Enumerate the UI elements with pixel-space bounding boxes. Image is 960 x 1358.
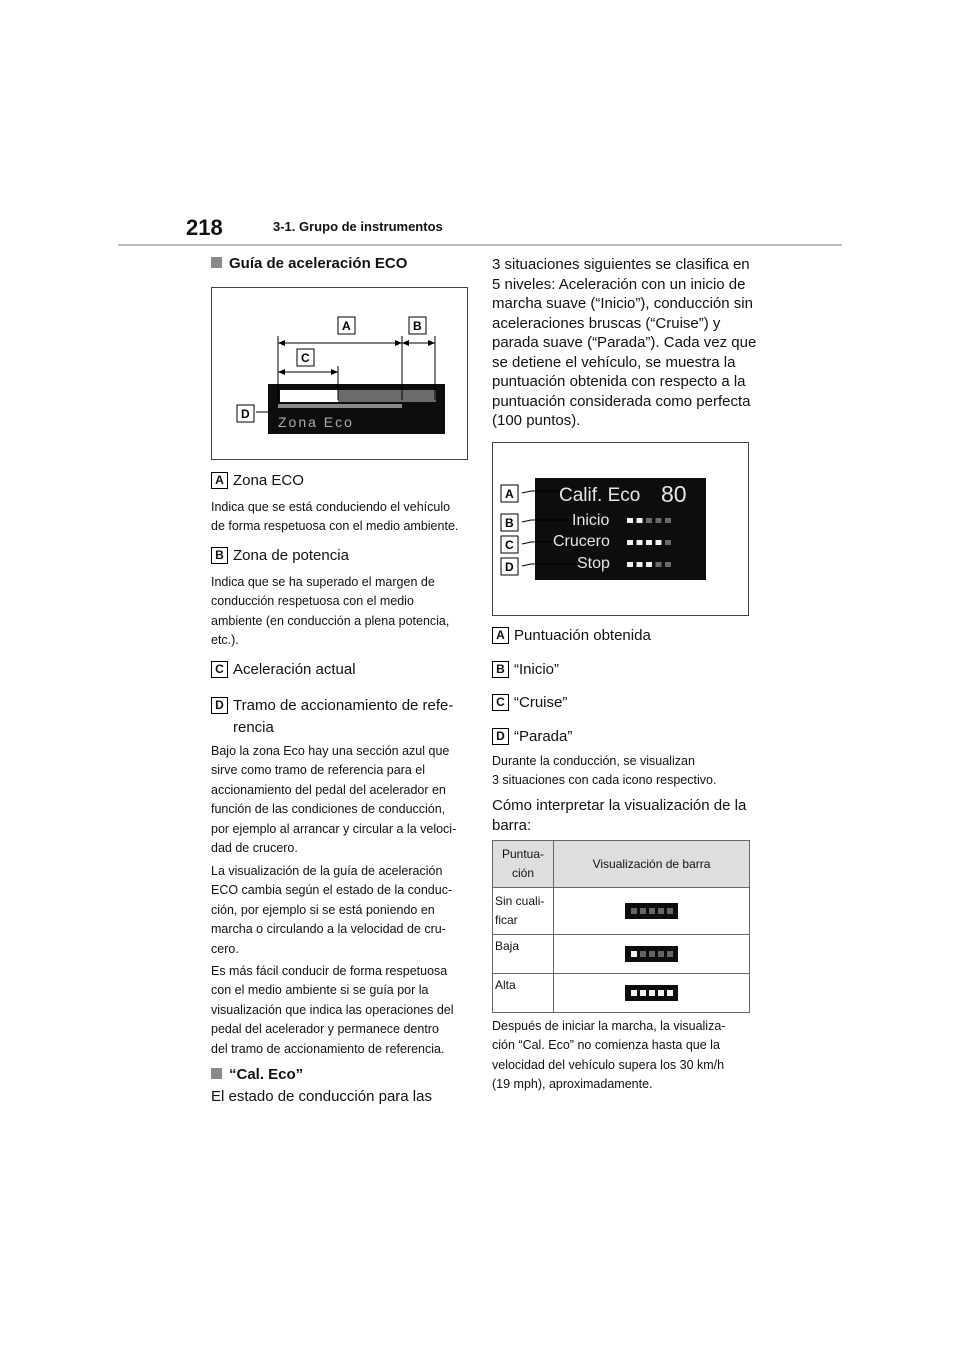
score-dot [637, 540, 643, 545]
row-label-alta: Alta [493, 974, 554, 1013]
score-dot [665, 540, 671, 545]
reference-range-bar [278, 404, 402, 408]
item-b-inicio: B “Inicio” [492, 661, 559, 678]
score-dot [646, 540, 652, 545]
row-label-sin-calificar: Sin cuali- ficar [493, 888, 554, 935]
eco-guide-figure [211, 287, 468, 460]
bar-segment [640, 951, 646, 957]
row-stop-label: Stop [577, 555, 610, 572]
table-row [493, 935, 750, 974]
score-dot [637, 518, 643, 523]
fig2-label-c: C [505, 538, 514, 552]
paragraph-3: Es más fácil conducir de forma respetuosa con el medio ambiente si se guía por la visualización que indica las operaciones del pedal del acelerador y permanece dentro del tramo de accionamiento de referencia. [211, 964, 454, 1056]
item-a-zona-eco: A Zona ECO [211, 472, 304, 489]
fig1-label-a: A [342, 319, 351, 333]
bar-segment [658, 951, 664, 957]
heading-cal-eco: “Cal. Eco” [211, 1066, 303, 1083]
bar-segment [649, 990, 655, 996]
bar-display [625, 985, 678, 1001]
heading-eco-guide: Guía de aceleración ECO [211, 255, 407, 272]
eco-zone-bar [280, 390, 338, 402]
table-row [493, 888, 750, 935]
eco-guide-diagram [212, 288, 467, 459]
fig2-label-a: A [505, 487, 514, 501]
item-b-zona-potencia: B Zona de potencia [211, 547, 349, 564]
bar-segment [667, 908, 673, 914]
eco-score-diagram [493, 443, 748, 615]
score-dot [656, 540, 662, 545]
fig1-label-c: C [301, 351, 310, 365]
bar-display [625, 903, 678, 919]
score-dot [637, 562, 643, 567]
item-c-aceleracion: C Aceleración actual [211, 661, 356, 678]
score-dot [627, 518, 633, 523]
table-header-bar: Visualización de barra [554, 841, 750, 888]
bar-segment [631, 951, 637, 957]
score-title: Calif. Eco [559, 485, 641, 506]
row-label-baja: Baja [493, 935, 554, 974]
row-inicio-label: Inicio [572, 512, 610, 529]
bar-segment [649, 951, 655, 957]
fig1-label-b: B [413, 319, 422, 333]
bar-segment [658, 908, 664, 914]
after-text: Después de iniciar la marcha, la visualiza- ción “Cal. Eco” no comienza hasta que la velocidad del vehículo supera los 30 km/h (19 mph), aproximadamente. [492, 1019, 726, 1092]
bar-segment [667, 990, 673, 996]
item-c-cruise: C “Cruise” [492, 694, 567, 711]
eco-score-figure [492, 442, 749, 616]
item-d-parada: D “Parada” [492, 728, 572, 745]
display-text: Zona Eco [278, 414, 354, 430]
score-dot [627, 562, 633, 567]
table-row [493, 974, 750, 1013]
bullet-square-icon [211, 1068, 222, 1079]
note-text: Durante la conducción, se visualizan 3 situaciones con cada icono respectivo. [492, 754, 717, 788]
score-dot [665, 518, 671, 523]
bar-segment [631, 990, 637, 996]
table-header-score: Puntua- ción [493, 841, 554, 888]
bar-display [625, 946, 678, 962]
section-title: 3-1. Grupo de instrumentos [273, 219, 443, 234]
bar-segment [649, 908, 655, 914]
how-to-read: Cómo interpretar la visualización de la barra: [492, 797, 747, 834]
power-zone-bar [338, 390, 436, 402]
bar-segment [658, 990, 664, 996]
bar-table [492, 840, 750, 1013]
header-rule [118, 244, 842, 246]
intro-text: El estado de conducción para las [211, 1088, 432, 1105]
bullet-square-icon [211, 257, 222, 268]
score-dot [627, 540, 633, 545]
item-d-tramo: D Tramo de accionamiento de refe- rencia [211, 695, 453, 739]
item-a-desc: Indica que se está conduciendo el vehículo de forma respetuosa con el medio ambiente. [211, 500, 459, 534]
score-dot [656, 518, 662, 523]
item-b-desc: Indica que se ha superado el margen de conducción respetuosa con el medio ambiente (en conducción a plena potencia, etc.). [211, 575, 450, 648]
score-dot [665, 562, 671, 567]
page-number: 218 [186, 215, 223, 240]
paragraph-2: La visualización de la guía de aceleración ECO cambia según el estado de la conduc- ción, por ejemplo si se está poniendo en marcha o circulando a la velocidad de cru- cero. [211, 864, 453, 956]
bar-segment [667, 951, 673, 957]
bar-segment [631, 908, 637, 914]
bar-segment [640, 908, 646, 914]
score-value: 80 [661, 481, 687, 507]
intro-continuation: 3 situaciones siguientes se clasifica en 5 niveles: Aceleración con un inicio de marcha suave (“Inicio”), conducción sin aceleraciones bruscas (“Cruise”) y parada suave (“Parada”). Cada vez que se detiene el vehículo, se muestra la puntuación obtenida con respecto a la puntuación considerada como perfecta (100 puntos). [492, 256, 757, 429]
paragraph-1: Bajo la zona Eco hay una sección azul que sirve como tramo de referencia para el accionamiento del pedal del acelerador en función de las condiciones de conducción, por ejemplo al arrancar y circular a la veloci- dad de crucero. [211, 744, 457, 856]
fig2-label-d: D [505, 560, 514, 574]
fig2-label-b: B [505, 516, 514, 530]
score-dot [646, 518, 652, 523]
score-dot [656, 562, 662, 567]
score-dot [646, 562, 652, 567]
bar-segment [640, 990, 646, 996]
fig1-label-d: D [241, 407, 250, 421]
row-crucero-label: Crucero [553, 533, 610, 550]
item-a-puntuacion: A Puntuación obtenida [492, 627, 651, 644]
